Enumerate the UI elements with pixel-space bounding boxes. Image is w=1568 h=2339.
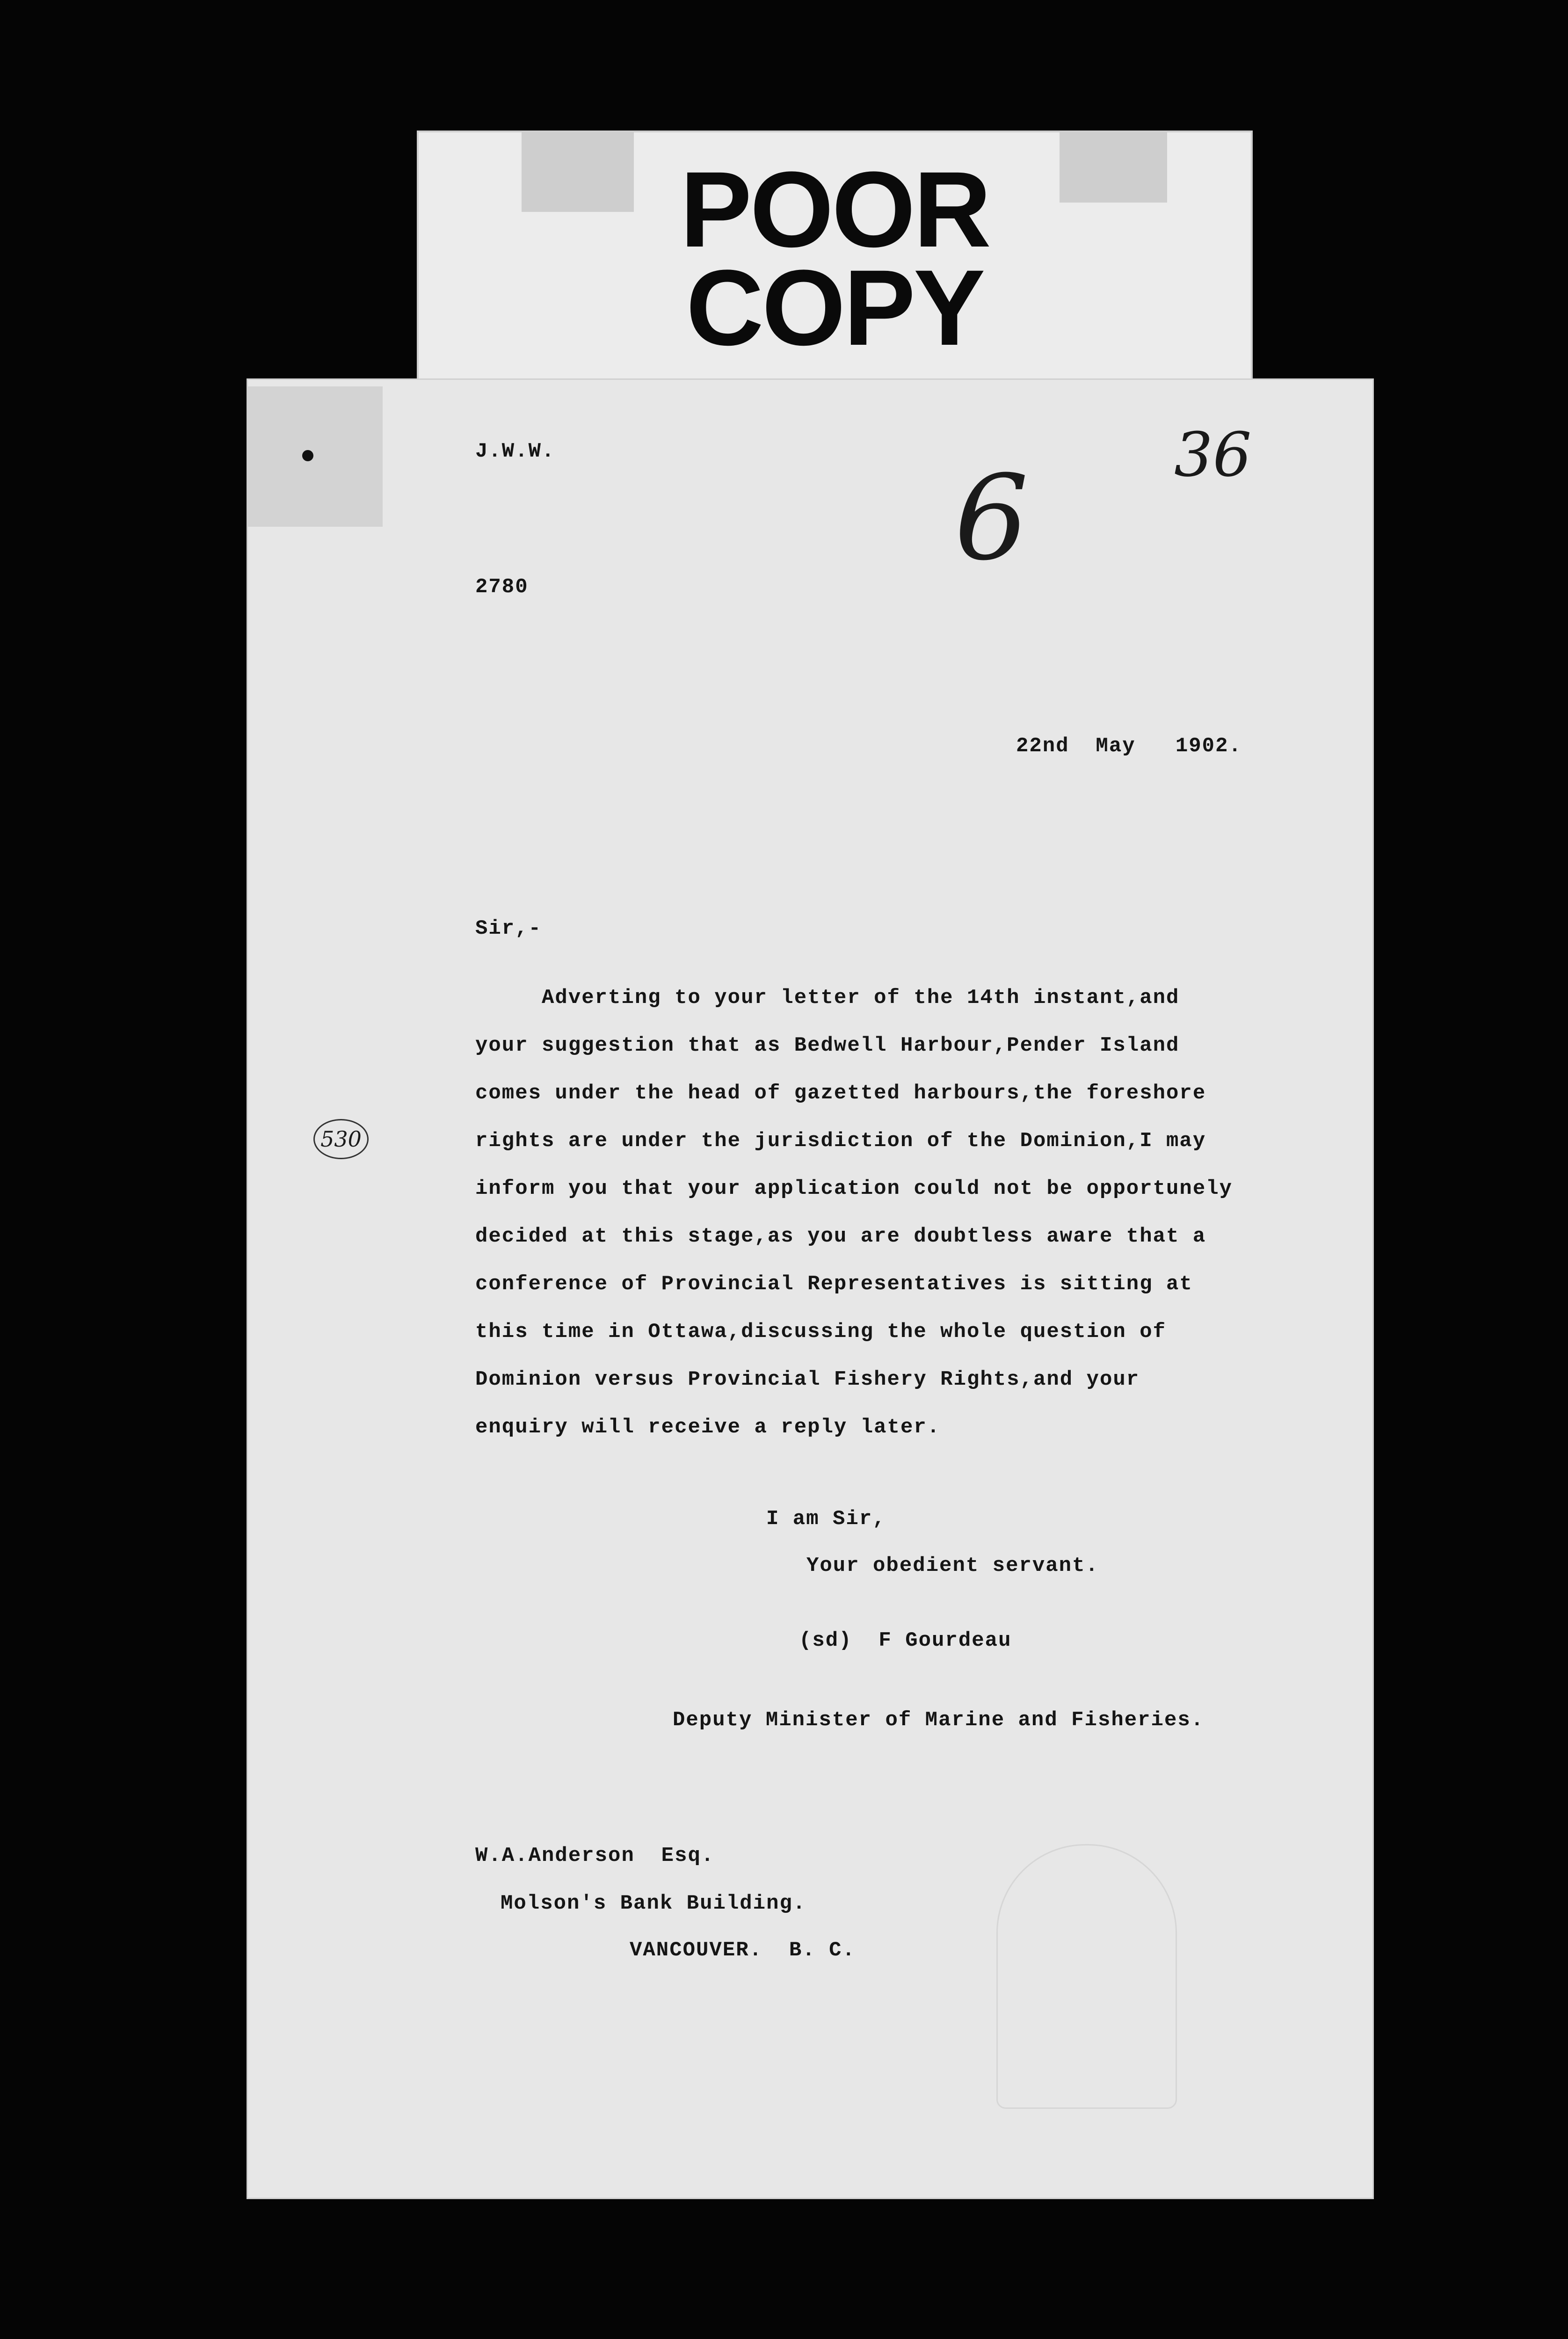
signer-title: Deputy Minister of Marine and Fisheries. bbox=[673, 1708, 1205, 1732]
file-reference: 2780 bbox=[475, 575, 529, 599]
handwritten-mark: 6 bbox=[954, 450, 1029, 586]
poor-stamp: POOR bbox=[680, 149, 990, 269]
body-line: this time in Ottawa,discussing the whole question of bbox=[475, 1320, 1167, 1344]
circled-number: 530 bbox=[313, 1119, 369, 1159]
letter-date: 22nd May 1902. bbox=[1016, 734, 1242, 758]
closing-line: I am Sir, bbox=[766, 1507, 886, 1531]
body-line: enquiry will receive a reply later. bbox=[475, 1416, 941, 1439]
body-line: decided at this stage,as you are doubtless aware that a bbox=[475, 1225, 1206, 1248]
copy-stamp: COPY bbox=[686, 247, 984, 368]
body-line: inform you that your application could not be opportunely bbox=[475, 1177, 1233, 1200]
closing-line: Your obedient servant. bbox=[806, 1554, 1099, 1577]
body-line: Adverting to your letter of the 14th instant,and bbox=[475, 986, 1180, 1010]
body-line: Dominion versus Provincial Fishery Rights,and your bbox=[475, 1368, 1140, 1391]
letter-page bbox=[248, 380, 1372, 2198]
body-line: conference of Provincial Representatives is sitting at bbox=[475, 1272, 1193, 1296]
addressee-name: W.A.Anderson Esq. bbox=[475, 1844, 715, 1867]
body-line: your suggestion that as Bedwell Harbour,Pender Island bbox=[475, 1034, 1180, 1057]
corner-patch bbox=[248, 386, 383, 527]
body-line: comes under the head of gazetted harbours,the foreshore bbox=[475, 1082, 1206, 1105]
addressee-street: Molson's Bank Building. bbox=[501, 1892, 806, 1915]
seal-watermark bbox=[996, 1844, 1177, 2109]
folio-number: 36 bbox=[1174, 419, 1252, 490]
signature: (sd) F Gourdeau bbox=[799, 1629, 1012, 1652]
body-line: rights are under the jurisdiction of the Dominion,I may bbox=[475, 1129, 1206, 1153]
poor-copy-card bbox=[417, 131, 1253, 387]
addressee-city: VANCOUVER. B. C. bbox=[630, 1939, 856, 1962]
initials: J.W.W. bbox=[475, 440, 555, 463]
punch-hole bbox=[302, 450, 313, 461]
salutation: Sir,- bbox=[475, 917, 542, 940]
